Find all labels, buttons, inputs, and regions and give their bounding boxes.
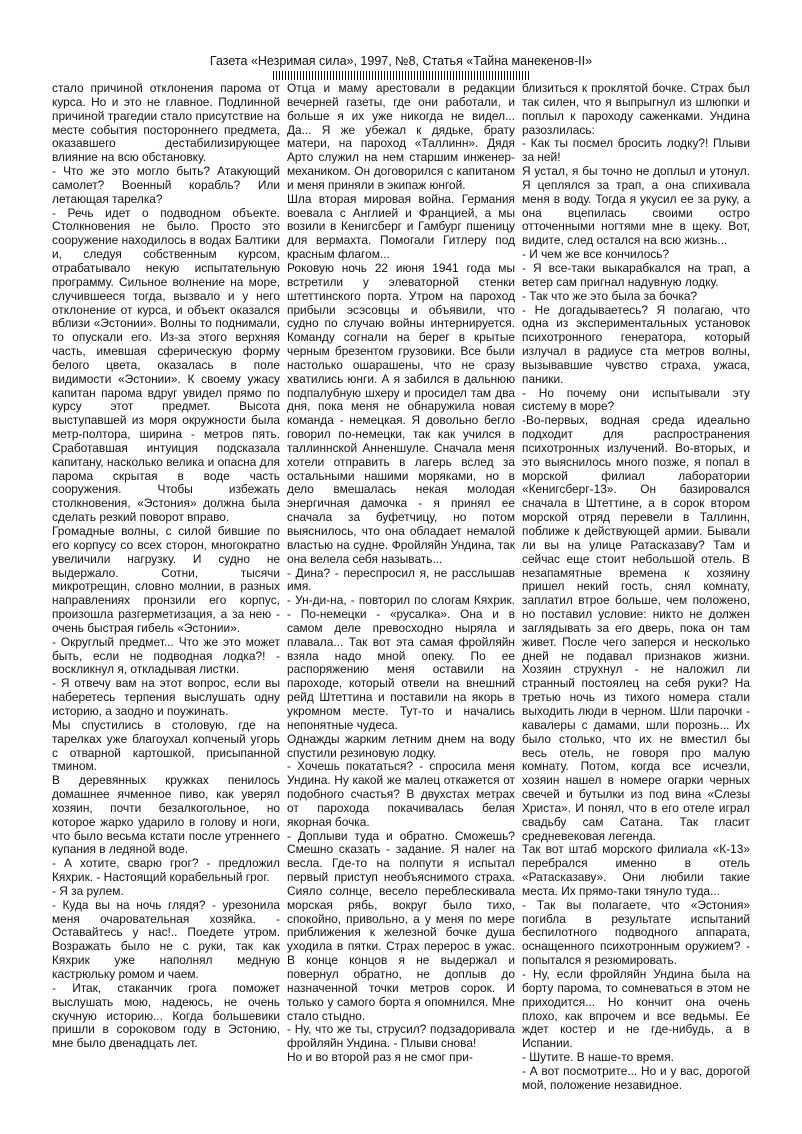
article-paragraph: - Шутите. В наше-то время. bbox=[522, 1050, 674, 1065]
article-paragraph: - Но почему они испытывали эту систему в море? bbox=[522, 385, 750, 414]
article-paragraph: - Я отвечу вам на этот вопрос, если вы наберетесь терпения выслушать одну историю, а заодно и поужинать. bbox=[52, 676, 280, 718]
article-column-1 bbox=[52, 82, 280, 1051]
header-rule bbox=[273, 71, 530, 80]
article-paragraph: - Речь идет о подводном объекте. Столкновения не было. Просто это сооружение находилось в водах Балтики и, следуя собственным курсом, отрабатывало некую испытательную программу. Сильное волнение на море, случившееся тогда, вызвало и у него отклонение от курса, и объект оказался вблизи «Эстонии». Волны то поднимали, то опускали его. Из-за этого верхняя часть, имевшая сферическую форму белого цвета, оказалась в поле видимости «Эстонии». К своему ужасу капитан парома вдруг увидел прямо по курсу этот предмет. Высота выступавшей из моря окружности была метр-полтора, ширина - метров пять. Сработавшая интуиция подсказала капитану, насколько велика и опасна для парома скрытая в воде часть сооружения. Чтобы избежать столкновения, «Эстония» должна была сделать резкий поворот вправо. bbox=[52, 205, 280, 525]
article-paragraph: Но и во второй раз я не смог при- bbox=[287, 1050, 473, 1065]
article-paragraph: - Итак, стаканчик грога поможет выслушать мою, надеюсь, не очень скучную историю... Когда большевики пришли в сороковом году в Эстонию, мне было двенадцать лет. bbox=[52, 980, 280, 1051]
article-paragraph: Я устал, я бы точно не доплыл и утонул. Я цеплялся за трап, а она спихивала меня в воду. Тогда я укусил ее за руку, а она вцепилась своими остро отточенными ногтями мне в щеку. Вот, видите, след остался на всю жизнь... bbox=[522, 164, 750, 248]
article-paragraph: близиться к проклятой бочке. Страх был так силен, что я выпрыгнул из шлюпки и поплыл к пароходу саженками. Ундина разозлилась: bbox=[522, 81, 750, 137]
article-paragraph: - Хочешь покататься? - спросила меня Ундина. Ну какой же малец откажется от подобного счастья? В двухстах метрах от парохода покачивалась белая якорная бочка. bbox=[287, 759, 515, 829]
article-column-2 bbox=[287, 82, 515, 1065]
article-paragraph: -Во-первых, водная среда идеально подходит для распространения психотронных излучений. Во-вторых, и это выяснилось много позже, я попал в морской филиал лаборатории «Кенигсберг-13». Он базировался сначала в Штеттине, а в сорок втором морской отряд перевели в Таллинн, поближе к действующей армии. Бывали ли вы на улице Ратасказаву? Там и сейчас еще стоит небольшой отель. В незапамятные времена к хозяину пришел некий гость, снял комнату, заплатил втрое больше, чем положено, но поставил условие: никто не должен заглядывать за его дверь, пока он там живет. После чего заперся и несколько дней не подавал признаков жизни. Хозяин струхнул - не наложил ли странный постоялец на себя руки? На третью ночь из тихого номера стали выходить люди в черном. Шли парочки - кавалеры с дамами, шли порознь... Их было столько, что их не вместил бы весь отель, не говоря про малую комнату. Потом, когда все исчезли, хозяин нашел в номере огарки черных свечей и бутылки из под вина «Слезы Христа». И понял, что в его отеле играл свадьбу сам Сатана. Так гласит средневековая легенда. bbox=[522, 413, 750, 843]
article-paragraph: - Как ты посмел бросить лодку?! Плыви за ней! bbox=[522, 136, 750, 165]
article-paragraph: Мы спустились в столовую, где на тарелках уже благоухал копченый угорь с отварной картошкой, присыпанной тмином. bbox=[52, 717, 280, 774]
article-paragraph: Так вот штаб морского филиала «К-13» перебрался именно в отель «Ратасказаву». Они любили такие места. Их прямо-таки тянуло туда... bbox=[522, 842, 750, 898]
article-paragraph: - Доплыви туда и обратно. Сможешь? Смешно сказать - задание. Я налег на весла. Где-то на полпути я испытал первый приступ необъяснимого страха. Сияло солнце, весело переблескивала морская рябь, вокруг было тихо, спокойно, привольно, а у меня по мере приближения к железной бочке душа уходила в пятки. Страх перерос в ужас. В конце концов я не выдержал и повернул обратно, не доплыв до назначенной точки метров сорок. И только у самого борта я опомнился. Мне стало стыдно. bbox=[287, 828, 515, 1023]
article-paragraph: - Округлый предмет... Что же это может быть, если не подводная лодка?! - воскликнул я, откладывая листки. bbox=[52, 634, 280, 677]
article-paragraph: Отца и маму арестовали в редакции вечерней газеты, где они работали, и больше я их уже никогда не видел... Да... Я же убежал к дядьке, брату матери, на пароход «Таллинн». Дядя Арто служил на нем старшим инженер-механиком. Он договорился с капитаном и меня приняли в экипаж юнгой. bbox=[287, 81, 515, 192]
article-paragraph: - А хотите, сварю грог? - предложил Кяхрик. - Настоящий корабельный грог. bbox=[52, 856, 280, 885]
article-paragraph: Шла вторая мировая война. Германия воевала с Англией и Францией, а мы возили в Кенигсберг и Гамбург пшеницу для вермахта. Помогали Гитлеру под красным флагом... bbox=[287, 191, 515, 262]
article-paragraph: Однажды жарким летним днем на воду спустили резиновую лодку. bbox=[287, 731, 515, 760]
article-paragraph: - Я все-таки выкарабкался на трап, а ветер сам пригнал надувную лодку. bbox=[522, 260, 750, 289]
article-paragraph: Громадные волны, с силой бившие по его корпусу со всех сторон, многократно увеличили нагрузку. И судно не выдержало. Сотни, тысячи микротрещин, словно молнии, в разных направлениях пронзили его корпус, произошла разгерметизация, а за нею - очень быстрая гибель «Эстонии». bbox=[52, 524, 280, 635]
article-paragraph: - Дина? - переспросил я, не расслышав имя. bbox=[287, 565, 515, 594]
article-paragraph: - Ну, что же ты, струсил? подзадоривала фройляйн Ундина. - Плыви снова! bbox=[287, 1022, 515, 1051]
article-paragraph: - Что же это могло быть? Атакующий самолет? Военный корабль? Или летающая тарелка? bbox=[52, 164, 280, 206]
article-paragraph: - Я за рулем. bbox=[52, 883, 124, 898]
article-paragraph: Роковую ночь 22 июня 1941 года мы встретили у элеваторной стенки штеттинского порта. Утром на пароход прибыли эсэсовцы и объявили, что судно по случаю войны интернируется. Команду согнали на берег в крытые черным брезентом грузовики. Все были настолько ошарашены, что не сразу хватились юнги. А я забился в дальнюю подпалубную шхеру и просидел там два дня, пока меня не обнаружила новая команда - немецкая. Я довольно бегло говорил по-немецки, так как учился в таллиннской Анненшуле. Сначала меня хотели отправить в лагерь вслед за остальными нашими моряками, но в дело вмешалась некая молодая энергичная дамочка - я принял ее сначала за буфетчицу, но потом выяснилось, что она обладает немалой властью на судне. Фройляйн Ундина, так она велела себя называть... bbox=[287, 260, 515, 566]
article-column-3 bbox=[522, 82, 750, 1093]
article-paragraph: - Так что же это была за бочка? bbox=[522, 288, 698, 303]
article-paragraph: - Так вы полагаете, что «Эстония» погибла в результате испытаний беспилотного подводного аппарата, оснащенного психотронным оружием? - попытался я резюмировать. bbox=[522, 897, 750, 968]
article-paragraph: - Ун-ди-на, - повторил по слогам Кяхрик. - По-немецки - «русалка». Она и в самом деле превосходно ныряла и плавала... Так вот эта самая фройляйн взяла надо мной опеку. По ее распоряжению меня оставили на пароходе, который отвели на внешний рейд Штеттина и поставили на якорь в укромном месте. Тут-то и начались непонятные чудеса. bbox=[287, 593, 515, 732]
article-paragraph: В деревянных кружках пенилось домашнее ячменное пиво, как уверял хозяин, почти безалкогольное, но которое жарко ударило в голову и ноги, что было весьма кстати после утреннего купания в ледяной воде. bbox=[52, 773, 280, 857]
page-header: Газета «Незримая сила», 1997, №8, Статья «Тайна манекенов-II» bbox=[209, 54, 593, 68]
article-paragraph: стало причиной отклонения парома от курса. Но и это не главное. Подлинной причиной трагедии стало присутствие на месте события постороннего предмета, оказавшего дестабилизирующее влияние на всю обстановку. bbox=[52, 81, 280, 165]
article-paragraph: - Не догадываетесь? Я полагаю, что одна из экспериментальных установок психотронного генератора, который излучал в радиусе ста метров волны, вызывавшие чувство страха, ужаса, паники. bbox=[522, 302, 750, 386]
article-paragraph: - А вот посмотрите... Но и у вас, дорогой мой, положение незавидное. bbox=[522, 1063, 750, 1092]
article-paragraph: - И чем же все кончилось? bbox=[522, 247, 670, 262]
article-paragraph: - Ну, если фройляйн Ундина была на борту парома, то сомневаться в этом не приходится... Но кончит она очень плохо, как впрочем и все ведьмы. Ее ждет костер и не где-нибудь, а в Испании. bbox=[522, 967, 750, 1051]
article-paragraph: - Куда вы на ночь глядя? - урезонила меня очаровательная хозяйка. - Оставайтесь у нас!.. Поедете утром. Возражать было не с руки, так как Кяхрик уже наполнял медную кастрюльку ромом и чаем. bbox=[52, 897, 280, 981]
